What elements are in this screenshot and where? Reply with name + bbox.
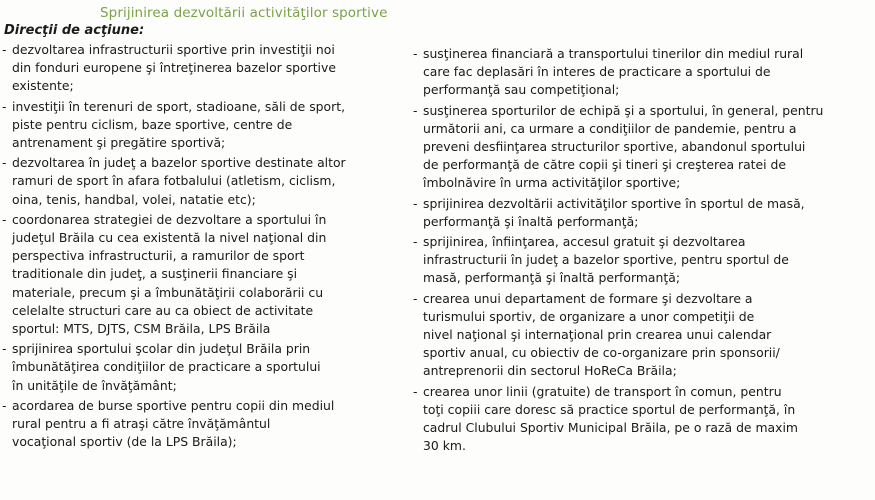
bullet-item xyxy=(413,195,868,231)
bullet-text-line: perspectiva infrastructurii, a ramurilor de sport xyxy=(12,248,305,264)
bullet-text-line: în unităţile de învăţământ; xyxy=(12,377,177,393)
bullet-item xyxy=(2,41,412,96)
bullet-text-line: ramuri de sport în afara fotbalului (atletism, ciclism, xyxy=(12,173,336,189)
bullet-text-line: piste pentru ciclism, baze sportive, centre de xyxy=(12,116,293,132)
bullet-text-line: infrastructurii în judeţ a bazelor sportive, pentru sportul de xyxy=(423,252,789,268)
bullet-item xyxy=(2,397,412,452)
bullet-text-line: masă, performanţă şi înaltă performanţă; xyxy=(423,270,680,286)
bullet-text-line: sportiv anual, cu obiectiv de co-organizare prin sponsorii/ xyxy=(423,345,780,361)
bullet-text-line: care fac deplasări în interes de practicare a sportului de xyxy=(423,64,771,80)
bullet-text-line: traditionale din judeţ, a susţinerii financiare şi xyxy=(12,266,298,282)
bullet-item xyxy=(2,211,412,338)
bullet-text-line: vocaţional sportiv (de la LPS Brăila); xyxy=(12,434,237,450)
bullet-text-line: susţinerea sporturilor de echipă şi a sportului, în general, pentru xyxy=(423,102,824,118)
bullet-text-line: din fonduri europene şi întreţinerea bazelor sportive xyxy=(12,60,336,76)
bullet-text-line: oina, tenis, handbal, volei, natatie etc); xyxy=(12,191,256,207)
bullet-text-line: dezvoltarea infrastructurii sportive prin investiţii noi xyxy=(12,42,335,57)
bullet-marker: - xyxy=(2,155,7,171)
bullet-text-line: cadrul Clubului Sportiv Municipal Brăila, pe o rază de maxim xyxy=(423,420,798,436)
bullet-text-line: sportul: MTS, DJTS, CSM Brăila, LPS Brăila xyxy=(12,321,271,337)
bullet-text-line: rural pentru a fi atraşi către învăţământul xyxy=(12,416,271,432)
bullet-text-line: performanţă sau competiţional; xyxy=(423,82,620,98)
bullet-text-line: existente; xyxy=(12,78,74,94)
bullet-text-line: nivel naţional şi internaţional prin crearea unui calendar xyxy=(423,327,772,343)
bullet-text-line: celelalte structuri care au ca obiect de activitate xyxy=(12,302,314,318)
bullet-item xyxy=(413,102,868,193)
bullet-text-line: judeţul Brăila cu cea existentă la nivel naţional din xyxy=(12,230,327,246)
bullet-text-line: materiale, precum şi a îmbunătăţirii colaborării cu xyxy=(12,284,324,300)
bullet-item xyxy=(413,290,868,381)
left-column xyxy=(2,41,412,453)
bullet-text-line: turismului sportiv, de organizare a unor competiţii de xyxy=(423,308,755,324)
bullet-marker: - xyxy=(2,211,7,227)
bullet-text-line: sprijinirea, înfiinţarea, accesul gratuit şi dezvoltarea xyxy=(423,234,746,250)
bullet-text-line: crearea unor linii (gratuite) de transport în comun, pentru xyxy=(423,383,782,399)
bullet-item xyxy=(2,154,412,209)
bullet-text-line: performanţă şi înaltă performanţă; xyxy=(423,213,639,229)
bullet-item xyxy=(413,233,868,288)
bullet-text-line: dezvoltarea în judeţ a bazelor sportive destinate altor xyxy=(12,155,346,171)
actions-subtitle: Direcţii de acţiune: xyxy=(4,23,145,38)
bullet-text-line: următorii ani, ca urmare a condiţiilor de pandemie, pentru a xyxy=(423,120,797,136)
bullet-marker: - xyxy=(2,42,7,57)
bullet-marker: - xyxy=(413,195,418,211)
bullet-marker: - xyxy=(2,341,7,357)
bullet-text-line: crearea unui departament de formare şi dezvoltare a xyxy=(423,290,753,306)
bullet-text-line: antreprenorii din sectorul HoReCa Brăila; xyxy=(423,363,677,379)
bullet-text-line: investiţii în terenuri de sport, stadioane, săli de sport, xyxy=(12,98,346,114)
right-column xyxy=(413,45,868,457)
bullet-marker: - xyxy=(413,290,418,306)
bullet-text-line: de performanţă de către copii şi tineri şi creşterea ratei de xyxy=(423,157,787,173)
bullet-text-line: susţinerea financiară a transportului tinerilor din mediul rural xyxy=(423,46,804,61)
bullet-text-line: sprijinirea dezvoltării activităţilor sportive în sportul de masă, xyxy=(423,195,805,211)
bullet-text-line: îmbolnăvire în urma activităţilor sportive; xyxy=(423,175,681,191)
bullet-text-line: îmbunătăţirea condiţiilor de practicare a sportului xyxy=(12,359,321,375)
bullet-text-line: antrenament şi pregătire sportivă; xyxy=(12,135,226,151)
bullet-text-line: preveni desfiinţarea structurilor sportive, abandonul sportului xyxy=(423,139,806,155)
bullet-marker: - xyxy=(413,383,418,399)
bullet-text-line: coordonarea strategiei de dezvoltare a sportului în xyxy=(12,211,327,227)
section-title: Sprijinirea dezvoltării activităţilor sportive xyxy=(100,5,388,21)
bullet-marker: - xyxy=(413,46,418,61)
bullet-marker: - xyxy=(413,234,418,250)
bullet-item xyxy=(413,383,868,456)
bullet-marker: - xyxy=(2,397,7,413)
bullet-text-line: sprijinirea sportului şcolar din judeţul Brăila prin xyxy=(12,341,311,357)
bullet-text-line: 30 km. xyxy=(423,438,466,454)
bullet-item xyxy=(413,45,868,100)
bullet-item xyxy=(2,98,412,153)
bullet-marker: - xyxy=(2,98,7,114)
bullet-text-line: toţi copiii care doresc să practice sportul de performanţă, în xyxy=(423,401,796,417)
bullet-item xyxy=(2,340,412,395)
bullet-text-line: acordarea de burse sportive pentru copii din mediul xyxy=(12,397,335,413)
bullet-marker: - xyxy=(413,102,418,118)
